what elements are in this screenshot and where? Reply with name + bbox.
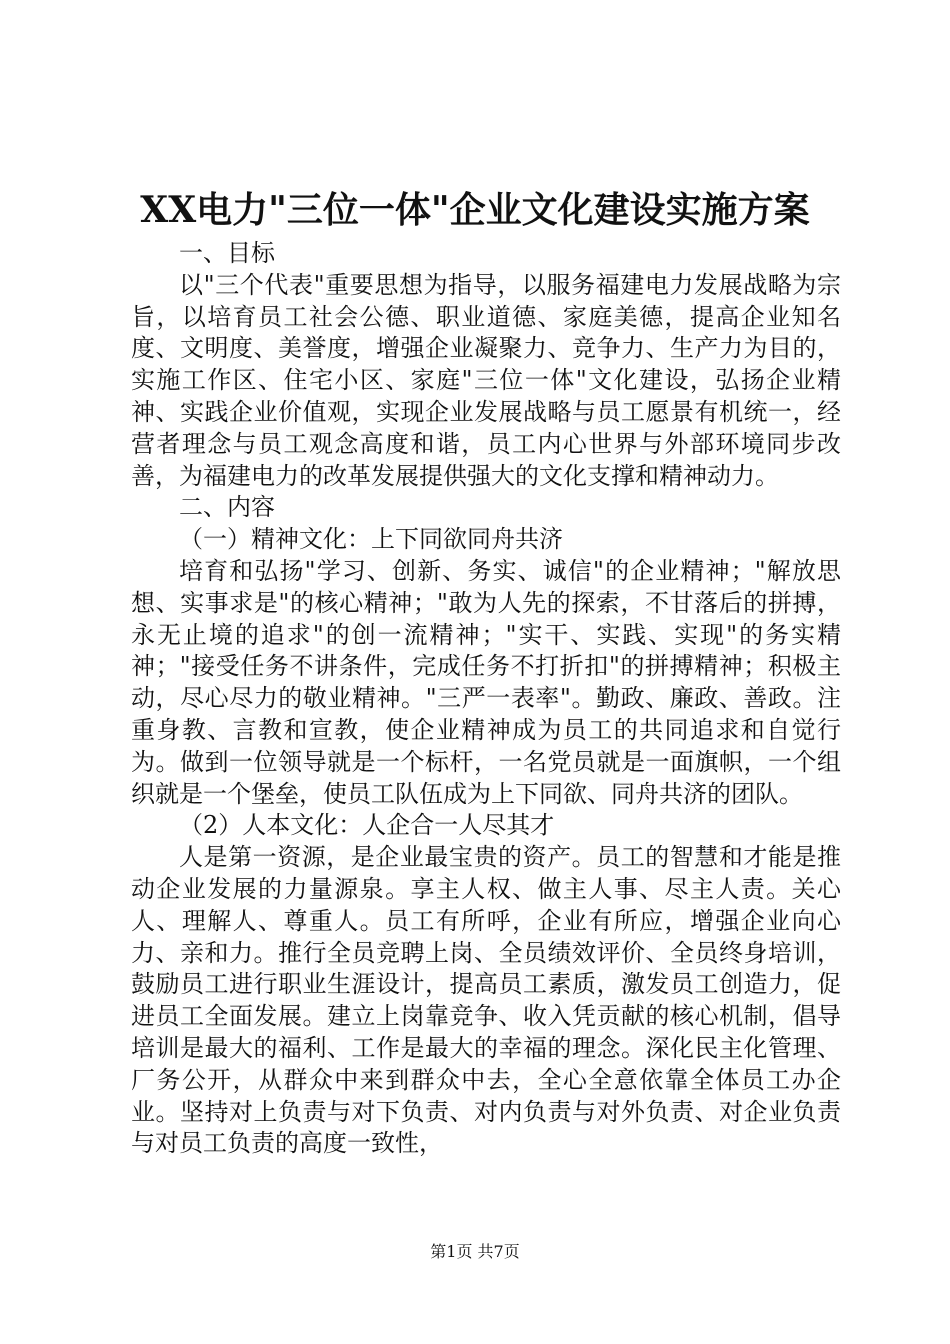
subheading-spirit-culture: （一）精神文化：上下同欲同舟共济 (179, 525, 563, 554)
paragraph-spirit-culture: 培育和弘扬"学习、创新、务实、诚信"的企业精神；"解放思想、实事求是"的核心精神；"敢为人先的探索，不甘落后的拼搏，永无止境的追求"的创一流精神；"实干、实践、实现"的务实精神；"接受任务不讲条件，完成任务不打折扣"的拼搏精神；积极主动，尽心尽力的敬业精神。"三严一表率"。勤政、廉政、善政。注重身教、言教和宣教，使企业精神成为员工的共同追求和自觉行为。做到一位领导就是一个标杆，一名党员就是一面旗帜，一个组织就是一个堡垒，使员工队伍成为上下同欲、同舟共济的团队。 (131, 556, 841, 808)
subheading-people-culture: （2）人本文化：人企合一人尽其才 (179, 811, 555, 840)
heading-content: 二、内容 (179, 493, 275, 522)
document-title: XX电力"三位一体"企业文化建设实施方案 (140, 189, 810, 231)
paragraph-goal: 以"三个代表"重要思想为指导，以服务福建电力发展战略为宗旨，以培育员工社会公德、职业道德、家庭美德，提高企业知名度、文明度、美誉度，增强企业凝聚力、竞争力、生产力为目的，实施工作区、住宅小区、家庭"三位一体"文化建设，弘扬企业精神、实践企业价值观，实现企业发展战略与员工愿景有机统一，经营者理念与员工观念高度和谐，员工内心世界与外部环境同步改善，为福建电力的改革发展提供强大的文化支撑和精神动力。 (131, 270, 841, 490)
document-body (131, 238, 841, 1160)
paragraph-people-culture: 人是第一资源，是企业最宝贵的资产。员工的智慧和才能是推动企业发展的力量源泉。享主人权、做主人事、尽主人责。关心人、理解人、尊重人。员工有所呼，企业有所应，增强企业向心力、亲和力。推行全员竞聘上岗、全员绩效评价、全员终身培训，鼓励员工进行职业生涯设计，提高员工素质，激发员工创造力，促进员工全面发展。建立上岗靠竞争、收入凭贡献的核心机制，倡导培训是最大的福利、工作是最大的幸福的理念。深化民主化管理、厂务公开，从群众中来到群众中去，全心全意依靠全体员工办企业。坚持对上负责与对下负责、对内负责与对外负责、对企业负责与对员工负责的高度一致性， (131, 843, 841, 1158)
page-footer: 第1页 共7页 (430, 1242, 520, 1261)
heading-goal: 一、目标 (179, 239, 275, 267)
